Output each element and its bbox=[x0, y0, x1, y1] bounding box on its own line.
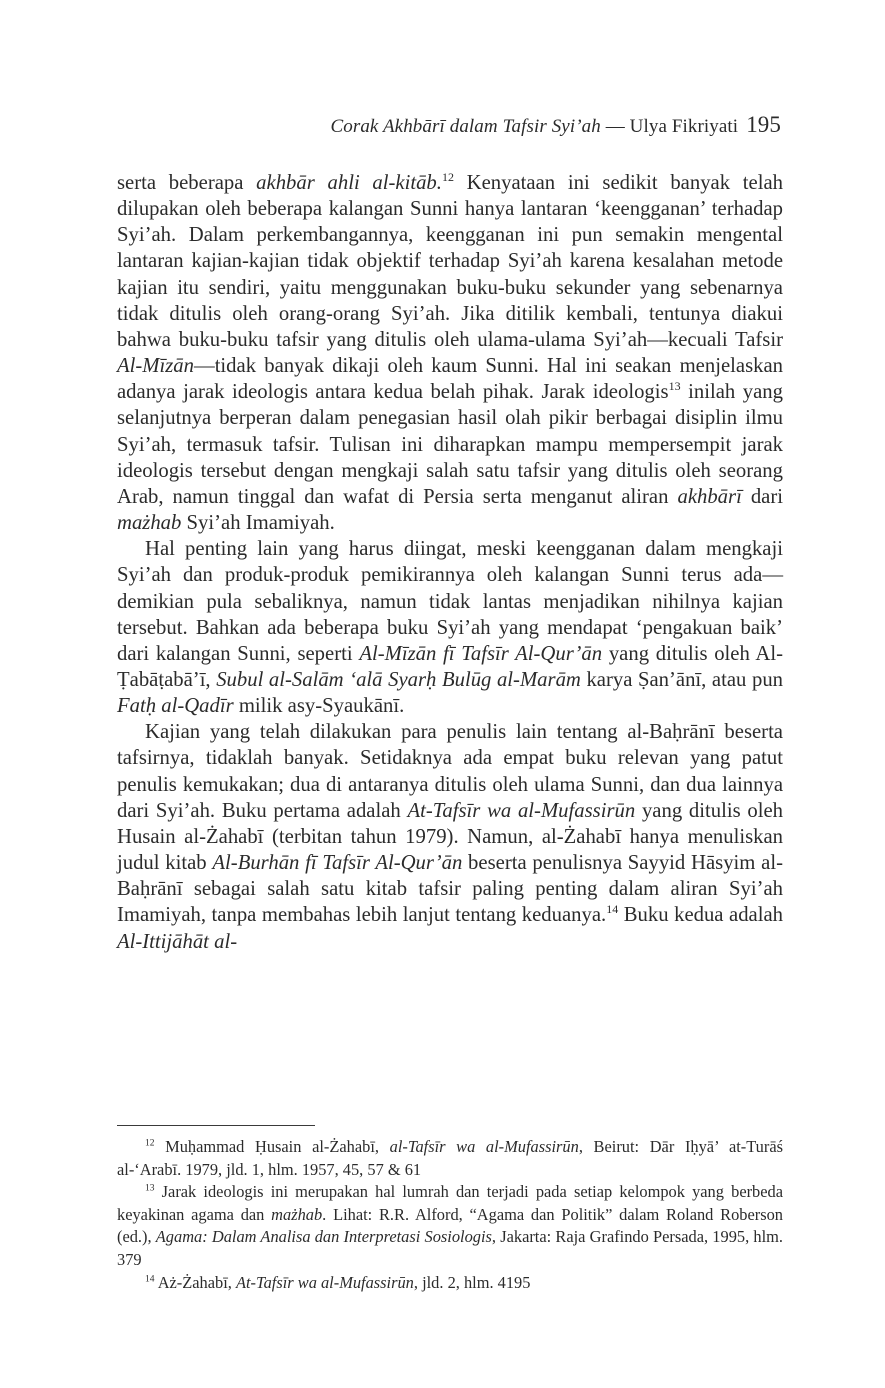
text-run: —tidak banyak dikaji oleh kaum Sunni. Hal ini seakan menjelaskan adanya jarak ideologis antara kedua belah pihak. Jarak ideologis bbox=[117, 355, 783, 404]
italic-text: Fatḥ al-Qadīr bbox=[117, 695, 234, 718]
italic-text: mażhab bbox=[271, 1204, 323, 1224]
footnote-marker: 12 bbox=[441, 170, 454, 185]
text-run: , Jakarta: Raja Grafindo Persada, 1995, hlm. 379 bbox=[117, 1227, 783, 1269]
running-head-title: Corak Akhbārī dalam Tafsir Syi’ah bbox=[330, 116, 601, 137]
footnote bbox=[117, 1136, 783, 1181]
footnote bbox=[117, 1272, 783, 1295]
text-run: , jld. 2, hlm. 4195 bbox=[413, 1272, 531, 1292]
text-run: Kajian yang telah dilakukan para penulis lain tentang al-Baḥrānī beserta tafsirnya, tidaklah banyak. Setidaknya ada empat buku relevan yang patut penulis kemukakan; dua di antaranya ditulis oleh ulama Sunni, dan dua lainnya dari Syi’ah. Buku pertama adalah bbox=[117, 721, 783, 822]
body-text bbox=[117, 170, 783, 955]
text-run: serta beberapa bbox=[117, 172, 257, 194]
text-run: yang ditulis oleh Al-Ṭabāṭabā’ī, bbox=[117, 642, 783, 691]
text-run: beserta penulisnya Sayyid Hāsyim al-Baḥrānī sebagai salah satu kitab tafsir paling penting dalam aliran Syi’ah Imamiyah, tanpa membahas lebih lanjut tentang keduanya. bbox=[117, 852, 783, 927]
text-run: Kenyataan ini sedikit banyak telah dilupakan oleh beberapa kalangan Sunni hanya lantaran ‘keengganan’ terhadap Syi’ah. Dalam perkembangannya, keengganan ini pun semakin mengental lantaran kajian-kajian tidak objektif terhadap Syi’ah karena kesalahan metode kajian itu sendiri, yaitu menggunakan buku-buku sekunder yang sebenarnya tidak ditulis oleh orang-orang Syi’ah. Jika ditilik kembali, tentunya diakui bahwa buku-buku tafsir yang ditulis oleh ulama-ulama Syi’ah—kecuali Tafsir bbox=[117, 172, 783, 351]
footnote bbox=[117, 1181, 783, 1271]
text-run: Aż-Żahabī, bbox=[154, 1272, 236, 1292]
text-run: , Beirut: Dār Iḥyā’ at-Turāś al-‘Arabī. 1979, jld. 1, hlm. 1957, 45, 57 & 61 bbox=[117, 1137, 783, 1179]
running-header bbox=[330, 112, 781, 138]
italic-text: Subul al-Salām ‘alā Syarḥ Bulūg al-Marām bbox=[216, 668, 581, 691]
paragraph bbox=[117, 719, 783, 954]
footnote-marker: 12 bbox=[145, 1138, 155, 1149]
italic-text: akhbār ahli al-kitāb. bbox=[256, 172, 442, 194]
italic-text: mażhab bbox=[117, 512, 182, 535]
text-run: Buku kedua adalah bbox=[618, 904, 783, 927]
text-run: dari bbox=[741, 485, 783, 508]
italic-text: At-Tafsīr wa al-Mufassirūn bbox=[407, 799, 636, 822]
footnote-marker: 14 bbox=[606, 902, 619, 917]
italic-text: Al-Burhān fī Tafsīr Al-Qur’ān bbox=[212, 852, 463, 875]
paragraph bbox=[117, 536, 783, 719]
paragraph bbox=[117, 170, 783, 536]
footnote-separator bbox=[117, 1125, 315, 1126]
text-run: Syi’ah Imamiyah. bbox=[181, 512, 335, 535]
text-run: karya Ṣan’ānī, atau pun bbox=[580, 668, 784, 691]
italic-text: akhbārī bbox=[677, 485, 742, 508]
text-run: Hal penting lain yang harus diingat, meski keengganan dalam mengkaji Syi’ah dan produk-produk pemikirannya oleh kalangan Sunni terus ada—demikian pula sebaliknya, namun tidak lantas menjadikan nihilnya kajian tersebut. Bahkan ada beberapa buku Syi’ah yang mendapat ‘pengakuan baik’ dari kalangan Sunni, seperti bbox=[117, 538, 783, 665]
footnote-marker: 13 bbox=[145, 1183, 155, 1194]
text-run: milik asy-Syaukānī. bbox=[233, 695, 405, 718]
italic-text: Al-Mīzān fī Tafsīr Al-Qur’ān bbox=[359, 642, 603, 665]
page-number: 195 bbox=[746, 112, 781, 137]
italic-text: al-Tafsīr wa al-Mufassirūn bbox=[389, 1137, 579, 1156]
running-head-author: Ulya Fikriyati bbox=[629, 116, 739, 137]
footnote-marker: 14 bbox=[145, 1274, 155, 1285]
italic-text: Al-Mīzān bbox=[117, 355, 194, 378]
text-run: yang ditulis oleh Husain al-Żahabī (terbitan tahun 1979). Namun, al-Żahabī hanya menuliskan judul kitab bbox=[117, 799, 784, 875]
italic-text: Al-Ittijāhāt al- bbox=[117, 930, 238, 953]
italic-text: At-Tafsīr wa al-Mufassirūn bbox=[235, 1272, 414, 1292]
text-run: . Lihat: R.R. Alford, “Agama dan Politik” dalam Roland Roberson (ed.), bbox=[117, 1204, 783, 1247]
footnotes bbox=[117, 1136, 783, 1294]
italic-text: Agama: Dalam Analisa dan Interpretasi Sosiologis bbox=[155, 1227, 492, 1247]
running-head-dash: — bbox=[600, 116, 630, 137]
footnote-marker: 13 bbox=[668, 379, 681, 394]
text-run: inilah yang selanjutnya berperan dalam penegasian hasil olah pikir berbagai disiplin ilmu Syi’ah, termasuk tafsir. Tulisan ini diharapkan mampu mempersempit jarak ideologis tersebut dengan mengkaji salah satu tafsir yang ditulis oleh seorang Arab, namun tinggal dan wafat di Persia serta menganut aliran bbox=[117, 381, 783, 508]
text-run: Jarak ideologis ini merupakan hal lumrah dan terjadi pada setiap kelompok yang berbeda keyakinan agama dan bbox=[117, 1182, 783, 1224]
text-run: Muḥammad Ḥusain al-Żahabī, bbox=[154, 1137, 390, 1156]
